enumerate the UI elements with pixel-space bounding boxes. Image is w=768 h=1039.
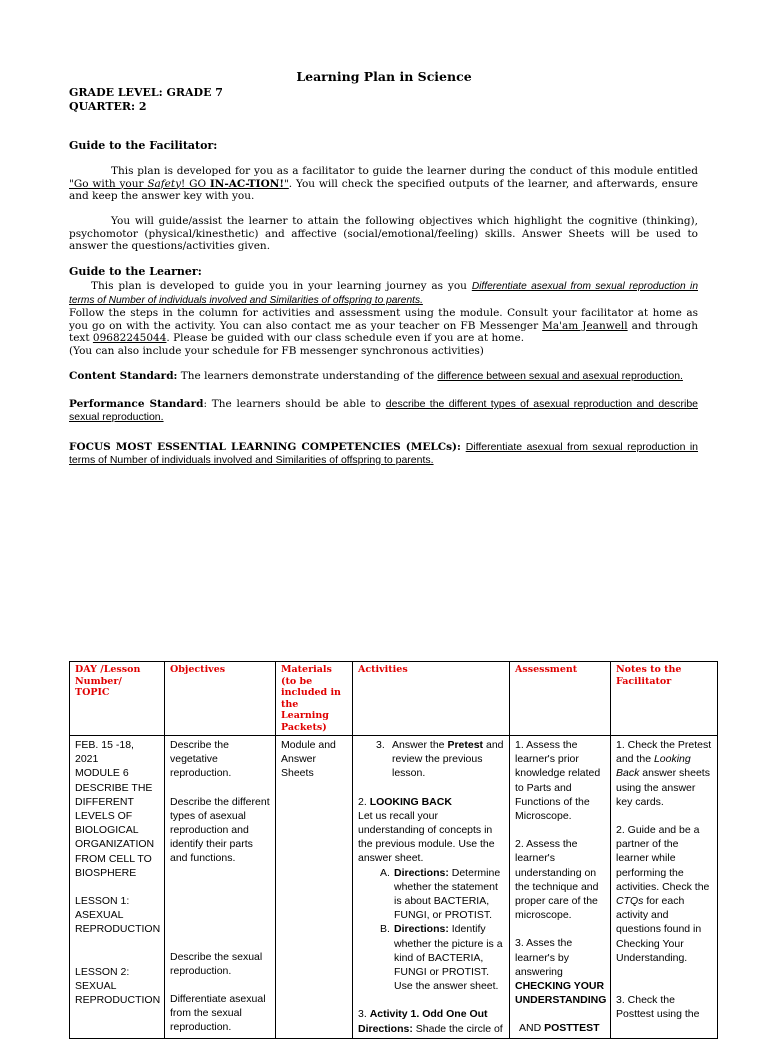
header-day: DAY /Lesson Number/ TOPIC — [70, 662, 165, 736]
table-row — [70, 736, 718, 1039]
table-header-row — [70, 662, 718, 736]
materials-cell: Module and Answer Sheets — [276, 736, 353, 1039]
learner-paragraph-2: Follow the steps in the column for activities and assessment using the module. Consult your facilitator at home as you go on with the activity. You can also contact me as your teacher on FB Messenger Ma'am Jeanwell and through text 09682245044. Please be guided with our class schedule even if you are at home. — [69, 307, 698, 344]
grade-level: GRADE LEVEL: GRADE 7 — [69, 86, 223, 99]
learner-paragraph-3: (You can also include your schedule for FB messenger synchronous activities) — [69, 344, 484, 357]
activities-cell: 3. Answer the Pretest and review the previous lesson. 2. LOOKING BACK Let us recall your understanding of concepts in the previous module. Use the answer sheet. A. Directions: Determine whether the statement is about BACTERIA, FUNGI, or PROTIST. B. Directions: Identify whether the picture is a kind of BACTERIA, FUNGI or PROTIST. Use the answer sheet. 3. Activity 1. Odd One Out Directions: Shade the circle of — [353, 736, 510, 1039]
learning-plan-table — [69, 661, 718, 1039]
header-assessment: Assessment — [510, 662, 611, 736]
objectives-cell: Describe the vegetative reproduction. Describe the different types of asexual reproduction and identify their parts and functions. Describe the sexual reproduction. Differentiate asexual from the sexual reproduction. — [165, 736, 276, 1039]
melc-statement: FOCUS MOST ESSENTIAL LEARNING COMPETENCIES (MELCs): Differentiate asexual from sexual reproduction in terms of Number of individuals involved and Similarities of offspring to parents. — [69, 441, 699, 466]
learner-paragraph-1: This plan is developed to guide you in your learning journey as you Differentiate asexual from sexual reproduction in terms of Number of individuals involved and Similarities of offspring to parents. — [69, 280, 698, 306]
facilitator-heading: Guide to the Facilitator: — [69, 139, 218, 152]
header-objectives: Objectives — [165, 662, 276, 736]
assessment-cell: 1. Assess the learner's prior knowledge related to Parts and Functions of the Microscope. 2. Assess the learner's understanding on the technique and proper care of the microscope. 3. Asses the learner's by answering CHECKING YOUR UNDERSTANDING AND POSTTEST — [510, 736, 611, 1039]
facilitator-paragraph-1: This plan is developed for you as a facilitator to guide the learner during the conduct of this module entitled "Go with your Safety! GO IN-AC-TION!". You will check the specified outputs of the learner, and afterwards, ensure and keep the answer key with you. — [69, 165, 698, 202]
notes-cell: 1. Check the Pretest and the Looking Back answer sheets using the answer key cards. 2. Guide and be a partner of the learner while performing the activities. Check the CTQs for each activity and questions found in Checking Your Understanding. 3. Check the Posttest using the — [611, 736, 718, 1039]
header-activities: Activities — [353, 662, 510, 736]
quarter: QUARTER: 2 — [69, 100, 147, 113]
learner-guide-block — [69, 280, 698, 357]
performance-standard: Performance Standard: The learners should be able to describe the different types of asexual reproduction and describe sexual reproduction. — [69, 398, 699, 423]
content-standard: Content Standard: The learners demonstrate understanding of the difference between sexual and asexual reproduction. — [69, 370, 683, 382]
learner-heading: Guide to the Learner: — [69, 265, 202, 278]
page-title: Learning Plan in Science — [296, 69, 472, 84]
header-notes: Notes to the Facilitator — [611, 662, 718, 736]
day-cell: FEB. 15 -18, 2021 MODULE 6 DESCRIBE THE DIFFERENT LEVELS OF BIOLOGICAL ORGANIZATION FROM CELL TO BIOSPHERE LESSON 1: ASEXUAL REPRODUCTION LESSON 2: SEXUAL REPRODUCTION — [70, 736, 165, 1039]
header-materials: Materials (to be included in the Learning Packets) — [276, 662, 353, 736]
facilitator-paragraph-2: You will guide/assist the learner to attain the following objectives which highlight the cognitive (thinking), psychomotor (physical/kinesthetic) and affective (social/emotional/feeling) skills. Answer Sheets will be used to answer the questions/activities given. — [69, 215, 698, 252]
